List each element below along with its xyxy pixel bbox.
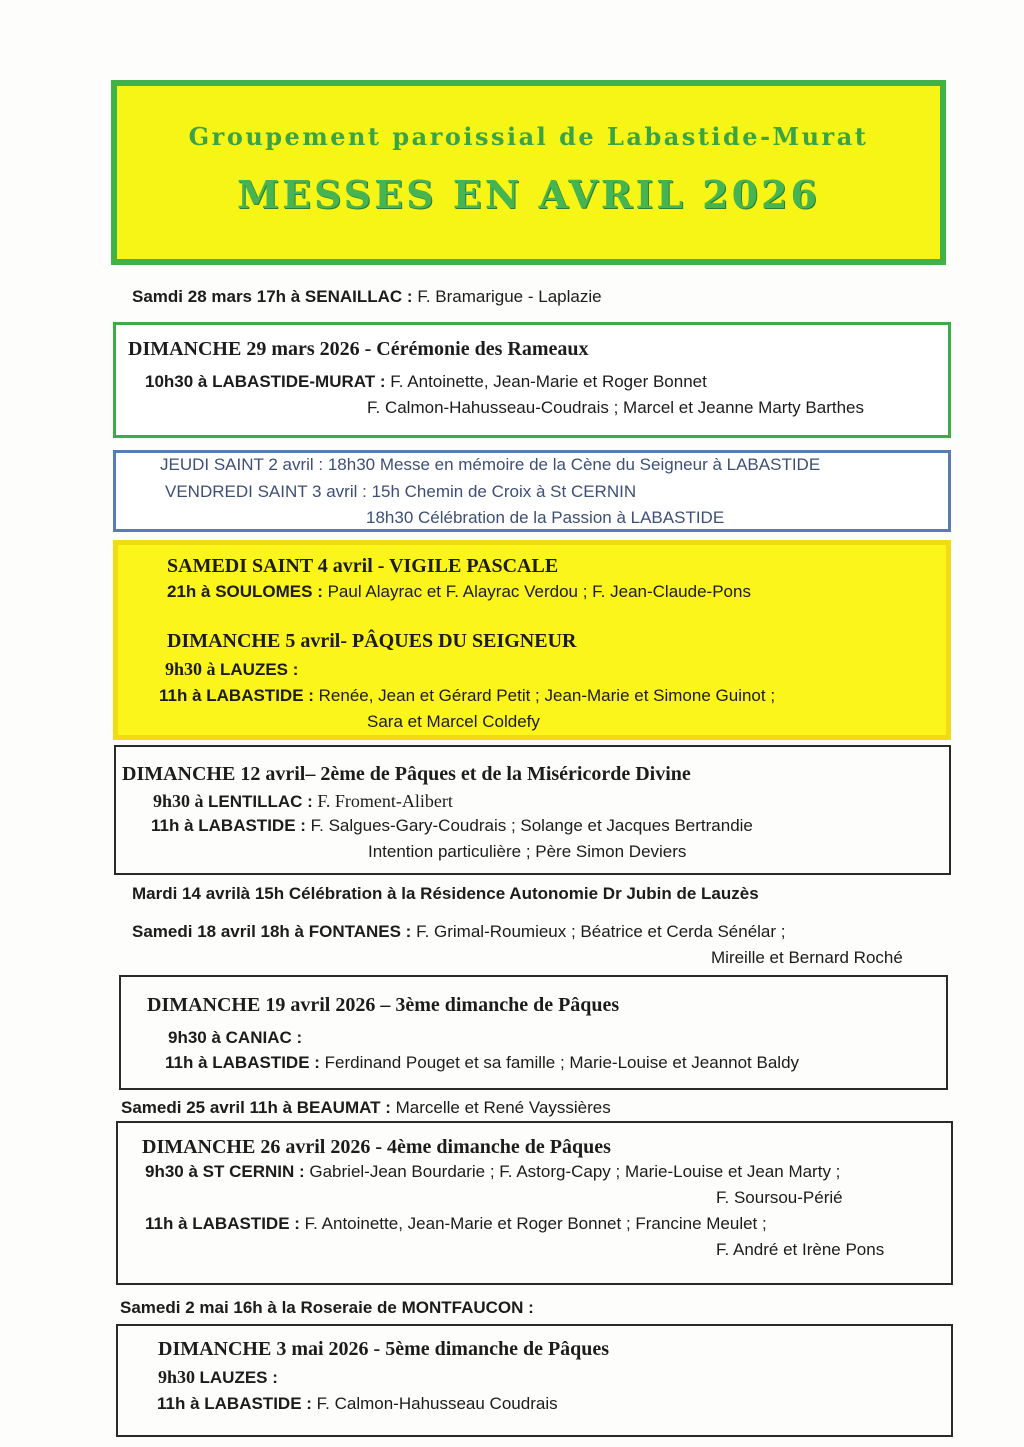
section-heading: DIMANCHE 19 avril 2026 – 3ème dimanche de Pâques xyxy=(147,994,620,1016)
vendredi-saint-passion: 18h30 Célébration de la Passion à LABASTIDE xyxy=(366,508,725,527)
mass-intentions: Gabriel-Jean Bourdarie ; F. Astorg-Capy ; Marie-Louise et Jean Marty ; xyxy=(304,1162,841,1181)
mass-label: LAUZES : xyxy=(199,1368,278,1387)
mass-line: 9h30 à CANIAC : xyxy=(168,1028,303,1047)
mass-line xyxy=(145,1214,767,1234)
section-heading: DIMANCHE 29 mars 2026 - Cérémonie des Rameaux xyxy=(128,338,589,360)
mass-label: 10h30 à LABASTIDE-MURAT : xyxy=(145,372,386,391)
section-heading: SAMEDI SAINT 4 avril - VIGILE PASCALE xyxy=(167,555,559,577)
mass-intentions-cont: F. André et Irène Pons xyxy=(716,1240,885,1259)
section-heading: DIMANCHE 12 avril– 2ème de Pâques et de la Miséricorde Divine xyxy=(122,763,691,785)
mass-line xyxy=(145,372,707,392)
mass-line xyxy=(153,791,453,812)
mass-intentions: Paul Alayrac et F. Alayrac Verdou ; F. Jean-Claude-Pons xyxy=(322,582,751,601)
entry-text: Marcelle et René Vayssières xyxy=(390,1098,611,1117)
entry-label: Samdi 28 mars 17h à SENAILLAC : xyxy=(132,287,413,306)
section-heading: DIMANCHE 3 mai 2026 - 5ème dimanche de Pâques xyxy=(158,1338,610,1360)
mass-label: 11h à LABASTIDE : xyxy=(159,686,314,705)
entry-text-cont: Mireille et Bernard Roché xyxy=(711,948,903,967)
mass-label: 11h à LABASTIDE : xyxy=(165,1053,320,1072)
mass-time: 9h30 à xyxy=(165,659,221,679)
mass-intentions: Ferdinand Pouget et sa famille ; Marie-Louise et Jeannot Baldy xyxy=(319,1053,800,1072)
mass-line xyxy=(157,1394,558,1414)
mass-time: 9h30 à xyxy=(153,791,209,811)
mass-time: 9h30 xyxy=(158,1367,200,1387)
vendredi-saint: VENDREDI SAINT 3 avril : 15h Chemin de Croix à St CERNIN xyxy=(165,482,637,501)
mass-label: LAUZES : xyxy=(220,660,299,679)
entry-samedi-25-avril xyxy=(121,1098,611,1118)
mass-label: LENTILLAC : xyxy=(208,792,313,811)
entry-samedi-2-mai: Samedi 2 mai 16h à la Roseraie de MONTFAUCON : xyxy=(120,1298,534,1317)
mass-intentions-cont: Intention particulière ; Père Simon Deviers xyxy=(368,842,687,861)
mass-line xyxy=(158,1367,278,1388)
entry-text: F. Grimal-Roumieux ; Béatrice et Cerda Sénélar ; xyxy=(411,922,786,941)
page-title: MESSES EN AVRIL 2026 xyxy=(237,172,820,217)
mass-label: 11h à LABASTIDE : xyxy=(145,1214,300,1233)
mass-line xyxy=(167,582,751,602)
entry-label: Samedi 18 avril 18h à FONTANES : xyxy=(132,922,412,941)
mass-line xyxy=(151,816,753,836)
mass-label: 21h à SOULOMES : xyxy=(167,582,323,601)
header-banner xyxy=(111,80,946,265)
mass-intentions-cont: F. Calmon-Hahusseau-Coudrais ; Marcel et Jeanne Marty Barthes xyxy=(367,398,864,417)
section-heading: DIMANCHE 5 avril- PÂQUES DU SEIGNEUR xyxy=(167,630,577,652)
mass-label: 11h à LABASTIDE : xyxy=(151,816,306,835)
mass-line xyxy=(165,659,298,680)
entry-mardi-14-avril: Mardi 14 avrilà 15h Célébration à la Résidence Autonomie Dr Jubin de Lauzès xyxy=(132,884,759,903)
mass-label: 11h à LABASTIDE : xyxy=(157,1394,312,1413)
section-heading: DIMANCHE 26 avril 2026 - 4ème dimanche de Pâques xyxy=(142,1136,611,1158)
parish-name: Groupement paroissial de Labastide-Murat xyxy=(188,122,869,151)
mass-intentions-cont: F. Soursou-Périé xyxy=(716,1188,843,1207)
mass-label: 9h30 à ST CERNIN : xyxy=(145,1162,305,1181)
mass-intentions: Renée, Jean et Gérard Petit ; Jean-Marie et Simone Guinot ; xyxy=(313,686,776,705)
jeudi-saint: JEUDI SAINT 2 avril : 18h30 Messe en mémoire de la Cène du Seigneur à LABASTIDE xyxy=(160,455,821,474)
mass-intentions: F. Antoinette, Jean-Marie et Roger Bonnet ; Francine Meulet ; xyxy=(299,1214,767,1233)
mass-intentions: F. Antoinette, Jean-Marie et Roger Bonnet xyxy=(385,372,707,391)
entry-text: F. Bramarigue - Laplazie xyxy=(412,287,602,306)
entry-samedi-28-mars xyxy=(132,287,602,307)
mass-intentions: F. Calmon-Hahusseau Coudrais xyxy=(311,1394,558,1413)
mass-intentions: F. Salgues-Gary-Coudrais ; Solange et Jacques Bertrandie xyxy=(305,816,753,835)
entry-label: Samedi 25 avril 11h à BEAUMAT : xyxy=(121,1098,391,1117)
entry-samedi-18-avril xyxy=(132,922,786,942)
mass-line xyxy=(145,1162,840,1182)
mass-line xyxy=(165,1053,799,1073)
mass-line xyxy=(159,686,775,706)
mass-intentions: F. Froment-Alibert xyxy=(312,791,453,811)
mass-intentions-cont: Sara et Marcel Coldefy xyxy=(367,712,540,731)
